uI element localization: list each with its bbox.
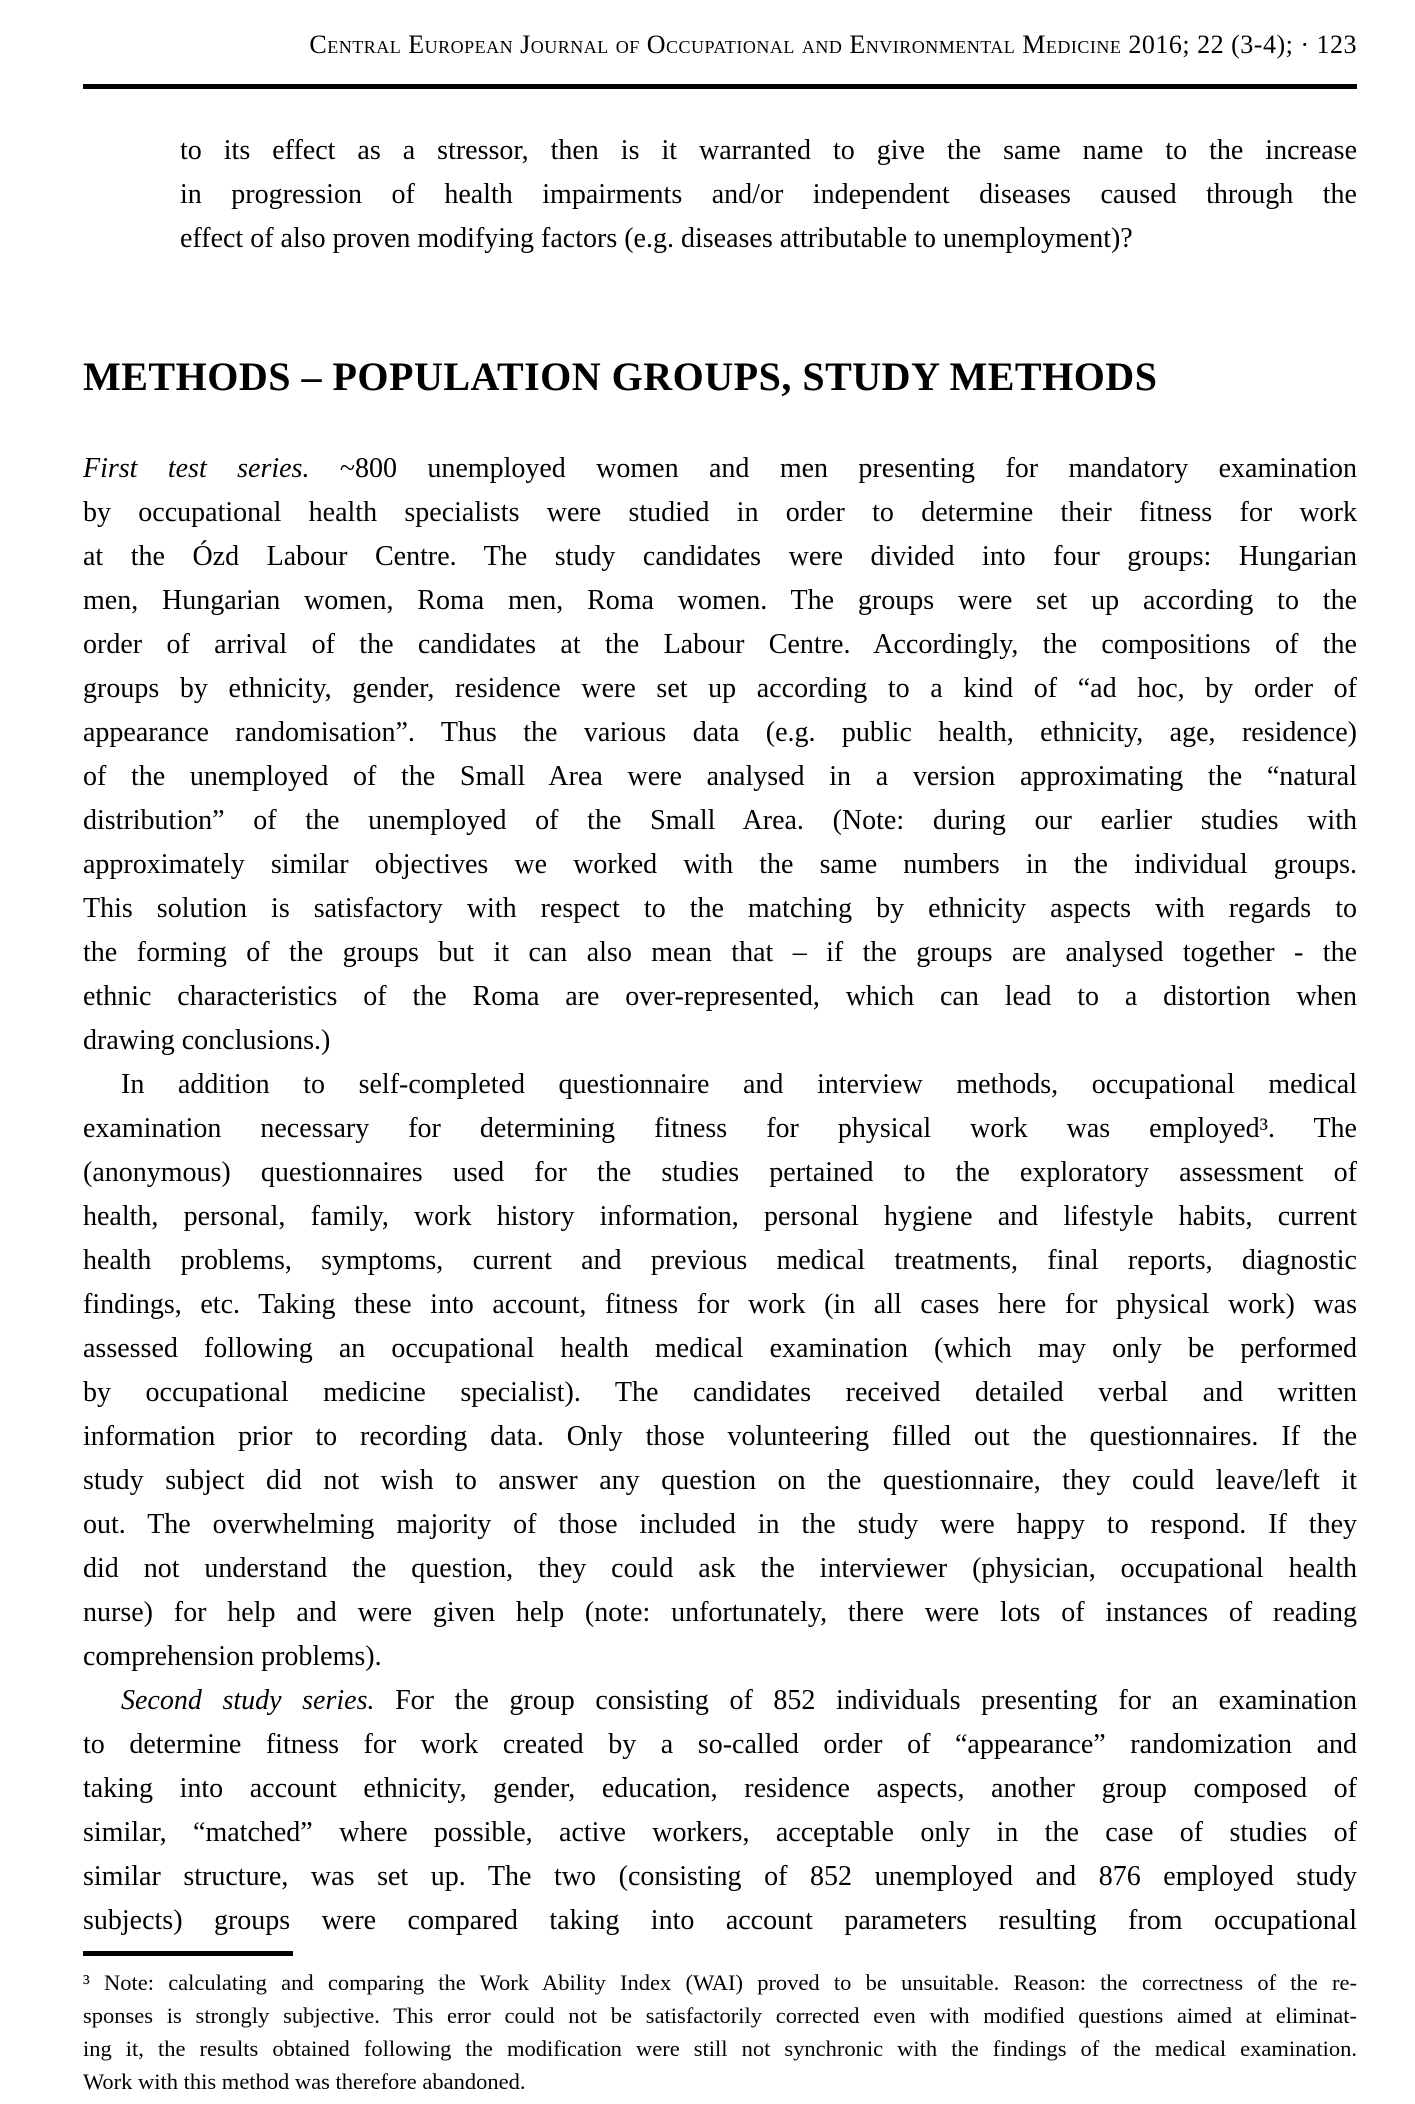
- footnote-rule: [83, 1951, 293, 1956]
- text-line: nurse) for help and were given help (note: unfortunately, there were lots of instances of reading: [83, 1597, 1357, 1628]
- text-line: to its effect as a stressor, then is it warranted to give the same name to the increase: [180, 135, 1357, 166]
- text-line: to determine fitness for work created by a so-called order of “appearance” randomization and: [83, 1729, 1357, 1760]
- journal-header-line: Central European Journal of Occupational and Environmental Medicine 2016; 22 (3-4); · 123: [309, 30, 1357, 59]
- text-line: subjects) groups were compared taking into account parameters resulting from occupational: [83, 1905, 1357, 1936]
- text-line: health, personal, family, work history information, personal hygiene and lifestyle habits, current: [83, 1201, 1357, 1232]
- text-line: men, Hungarian women, Roma men, Roma women. The groups were set up according to the: [83, 585, 1357, 616]
- text-line: ³ Note: calculating and comparing the Work Ability Index (WAI) proved to be unsuitable. Reason: the correctness of the re-: [83, 1970, 1357, 1995]
- italic-lead: First test series.: [83, 453, 310, 484]
- text-line: similar, “matched” where possible, active workers, acceptable only in the case of studies of: [83, 1817, 1357, 1848]
- text-line: information prior to recording data. Only those volunteering filled out the questionnaires. If the: [83, 1421, 1357, 1452]
- intro-quote-paragraph: [180, 129, 1357, 261]
- text-line: This solution is satisfactory with respect to the matching by ethnicity aspects with regards to: [83, 893, 1357, 924]
- first-line-indent: [83, 1708, 121, 1709]
- text-line: examination necessary for determining fitness for physical work was employed³. The: [83, 1113, 1357, 1144]
- text-line: the forming of the groups but it can also mean that – if the groups are analysed together - the: [83, 937, 1357, 968]
- text-line: out. The overwhelming majority of those included in the study were happy to respond. If they: [83, 1509, 1357, 1540]
- text-line: In addition to self-completed questionnaire and interview methods, occupational medical: [83, 1063, 1357, 1107]
- paragraph-second-study-series: [83, 1679, 1357, 1943]
- text-line: sponses is strongly subjective. This error could not be satisfactorily corrected even with modified questions aimed at eliminat-: [83, 2003, 1357, 2028]
- text-line: effect of also proven modifying factors (e.g. diseases attributable to unemployment)?: [180, 223, 1133, 254]
- paragraph-first-test-series: [83, 447, 1357, 1063]
- text-line: assessed following an occupational health medical examination (which may only be performed: [83, 1333, 1357, 1364]
- text-line: ing it, the results obtained following the modification were still not synchronic with the findings of the medical examination.: [83, 2036, 1357, 2061]
- text-line: Second study series. For the group consisting of 852 individuals presenting for an examination: [83, 1679, 1357, 1723]
- text-line: by occupational medicine specialist). The candidates received detailed verbal and written: [83, 1377, 1357, 1408]
- text-line: First test series. ~800 unemployed women and men presenting for mandatory examination: [83, 453, 1357, 484]
- text-line: order of arrival of the candidates at the Labour Centre. Accordingly, the compositions of the: [83, 629, 1357, 660]
- text-line: findings, etc. Taking these into account, fitness for work (in all cases here for physical work) was: [83, 1289, 1357, 1320]
- header-rule: [83, 84, 1357, 89]
- text-line: ethnic characteristics of the Roma are over-represented, which can lead to a distortion when: [83, 981, 1357, 1012]
- text-line: by occupational health specialists were studied in order to determine their fitness for work: [83, 497, 1357, 528]
- paragraph-questionnaire-methods: [83, 1063, 1357, 1679]
- italic-lead: Second study series.: [121, 1685, 375, 1716]
- text-line: health problems, symptoms, current and previous medical treatments, final reports, diagnostic: [83, 1245, 1357, 1276]
- text-line: comprehension problems).: [83, 1641, 382, 1672]
- text-line: (anonymous) questionnaires used for the studies pertained to the exploratory assessment of: [83, 1157, 1357, 1188]
- text-line: similar structure, was set up. The two (consisting of 852 unemployed and 876 employed study: [83, 1861, 1357, 1892]
- text-line: appearance randomisation”. Thus the various data (e.g. public health, ethnicity, age, residence): [83, 717, 1357, 748]
- text-line: groups by ethnicity, gender, residence were set up according to a kind of “ad hoc, by order of: [83, 673, 1357, 704]
- footnote: [83, 1966, 1357, 2098]
- section-heading: METHODS – POPULATION GROUPS, STUDY METHODS: [83, 354, 1158, 399]
- text-line: did not understand the question, they could ask the interviewer (physician, occupational health: [83, 1553, 1357, 1584]
- text-line: distribution” of the unemployed of the Small Area. (Note: during our earlier studies with: [83, 805, 1357, 836]
- text-line: in progression of health impairments and/or independent diseases caused through the: [180, 179, 1357, 210]
- text-line: of the unemployed of the Small Area were analysed in a version approximating the “natural: [83, 761, 1357, 792]
- text-line: at the Ózd Labour Centre. The study candidates were divided into four groups: Hungarian: [83, 541, 1357, 572]
- text-line: approximately similar objectives we worked with the same numbers in the individual groups.: [83, 849, 1357, 880]
- first-line-indent: [83, 1092, 121, 1093]
- text-line: study subject did not wish to answer any question on the questionnaire, they could leave/left it: [83, 1465, 1357, 1496]
- text-line: drawing conclusions.): [83, 1025, 331, 1056]
- text-line: taking into account ethnicity, gender, education, residence aspects, another group composed of: [83, 1773, 1357, 1804]
- text-line: Work with this method was therefore abandoned.: [83, 2069, 526, 2094]
